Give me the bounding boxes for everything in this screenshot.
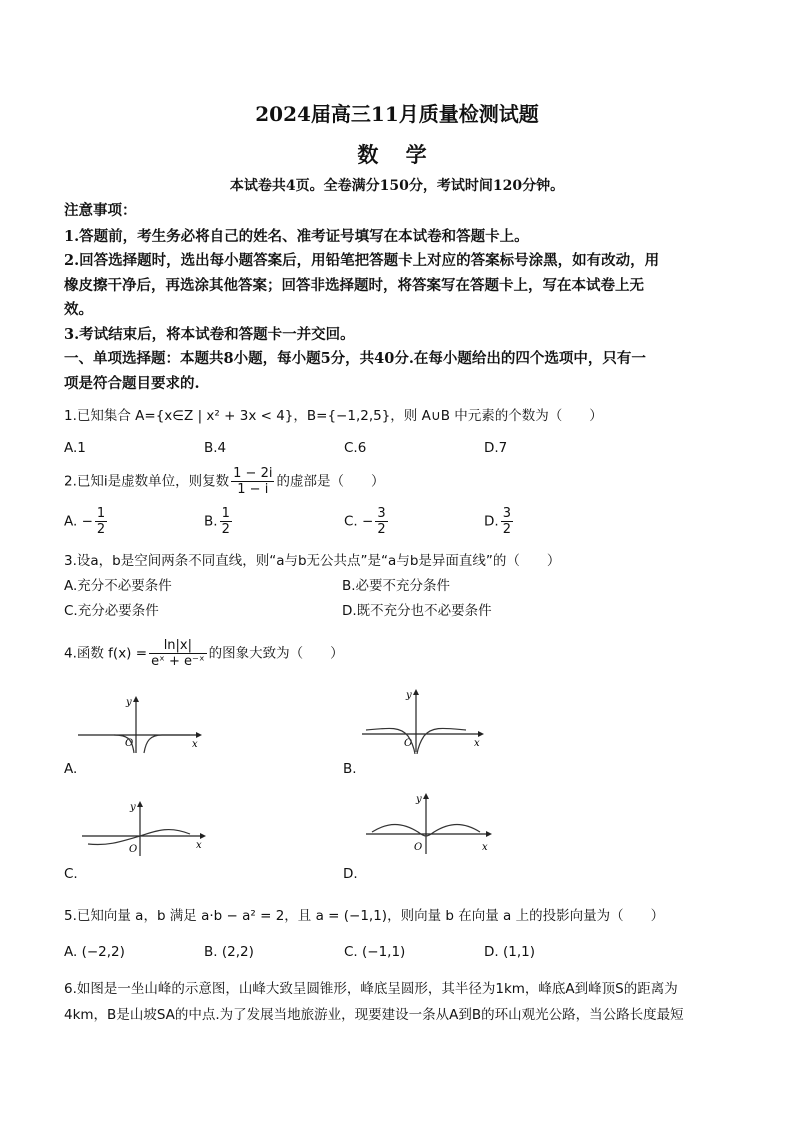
q5-option-d: D. (1,1) [484, 944, 535, 960]
graph-c-x-label: x [196, 840, 202, 851]
q5-option-c: C. (−1,1) [344, 944, 406, 960]
graph-a [74, 695, 204, 755]
q4-option-a: A. [64, 761, 78, 777]
graph-d-origin: O [414, 842, 423, 853]
question-1: 1.已知集合 A={x∈Z | x² + 3x < 4}，B={−1,2,5}，则 A∪B 中元素的个数为（ ） [64, 408, 603, 424]
q4-option-b: B. [343, 761, 357, 777]
section-heading-line-1: 一、单项选择题：本题共8小题，每小题5分，共40分.在每小题给出的四个选项中，只有一 [64, 350, 646, 367]
notes-heading: 注意事项： [64, 202, 137, 219]
question-4 [64, 638, 344, 669]
q4-option-d: D. [343, 866, 358, 882]
q1-option-b: B.4 [204, 440, 227, 456]
q3-option-d: D.既不充分也不必要条件 [342, 603, 492, 619]
question-6-line-2: 4km，B是山坡SA的中点.为了发展当地旅游业，现要建设一条从A到B的环山观光公路，当公路长度最短 [64, 1007, 684, 1023]
question-5: 5.已知向量 a，b 满足 a·b − a² = 2，且 a = (−1,1)，则向量 b 在向量 a 上的投影向量为（ ） [64, 908, 665, 924]
q4-numerator: ln|x| [149, 638, 207, 654]
q2-option-a: A. − $\frac{1}{2}$ [64, 506, 106, 537]
graph-a-y-label: y [126, 697, 132, 708]
exam-info: 本试卷共4页。全卷满分150分，考试时间120分钟。 [229, 178, 565, 194]
question-3: 3.设a，b是空间两条不同直线，则“a与b无公共点”是“a与b是异面直线”的（ ） [64, 553, 561, 569]
q5-option-b: B. (2,2) [204, 944, 254, 960]
q3-option-a: A.充分不必要条件 [64, 578, 172, 594]
note-1: 1.答题前，考生务必将自己的姓名、准考证号填写在本试卷和答题卡上。 [64, 228, 529, 245]
q4-option-c: C. [64, 866, 78, 882]
graph-c-origin: O [129, 844, 138, 855]
q5-option-a: A. (−2,2) [64, 944, 125, 960]
graph-c-y-label: y [130, 802, 136, 813]
q2-numerator: 1 − 2i [233, 466, 273, 481]
q2-option-c: C. − $\frac{3}{2}$ [344, 506, 386, 537]
graph-c [78, 800, 208, 858]
q4-denominator: eˣ + e⁻ˣ [151, 654, 205, 669]
question-6-line-1: 6.如图是一坐山峰的示意图，山峰大致呈圆锥形，峰底呈圆形，其半径为1km，峰底A到峰顶S的距离为 [64, 981, 678, 997]
exam-title: 2024届高三11月质量检测试题 [255, 102, 539, 126]
graph-a-origin: O [125, 738, 134, 749]
q2-fraction [231, 466, 274, 497]
graph-b-x-label: x [474, 738, 480, 749]
q1-option-c: C.6 [344, 440, 367, 456]
note-2-line-2: 橡皮擦干净后，再选涂其他答案；回答非选择题时，将答案写在答题卡上，写在本试卷上无 [64, 277, 644, 294]
q2-tail: 的虚部是（ ） [276, 473, 385, 490]
q3-option-c: C.充分必要条件 [64, 603, 159, 619]
q4-fraction [149, 638, 207, 669]
note-2-line-3: 效。 [64, 301, 93, 318]
q2-option-d: D. $\frac{3}{2}$ [484, 506, 511, 537]
note-2-line-1: 2.回答选择题时，选出每小题答案后，用铅笔把答题卡上对应的答案标号涂黑，如有改动，用 [64, 252, 660, 269]
q2-denominator: 1 − i [237, 482, 269, 497]
graph-d-x-label: x [482, 842, 488, 853]
note-3: 3.考试结束后，将本试卷和答题卡一并交回。 [64, 326, 355, 343]
q2-option-b: B. $\frac{1}{2}$ [204, 506, 230, 537]
question-2 [64, 466, 384, 497]
section-heading-line-2: 项是符合题目要求的. [64, 375, 200, 392]
q4-tail: 的图象大致为（ ） [208, 645, 344, 662]
q1-option-d: D.7 [484, 440, 508, 456]
q1-option-a: A.1 [64, 440, 86, 456]
graph-d [362, 792, 494, 856]
graph-b-y-label: y [406, 690, 412, 701]
graph-d-y-label: y [416, 794, 422, 805]
q3-option-b: B.必要不充分条件 [342, 578, 451, 594]
subject-title: 数 学 [357, 142, 437, 167]
graph-a-x-label: x [192, 739, 198, 750]
q4-stem: 4.函数 f(x) = [64, 645, 148, 662]
graph-b [358, 688, 488, 754]
q2-stem: 2.已知i是虚数单位，则复数 [64, 473, 230, 490]
graph-b-origin: O [404, 738, 413, 749]
